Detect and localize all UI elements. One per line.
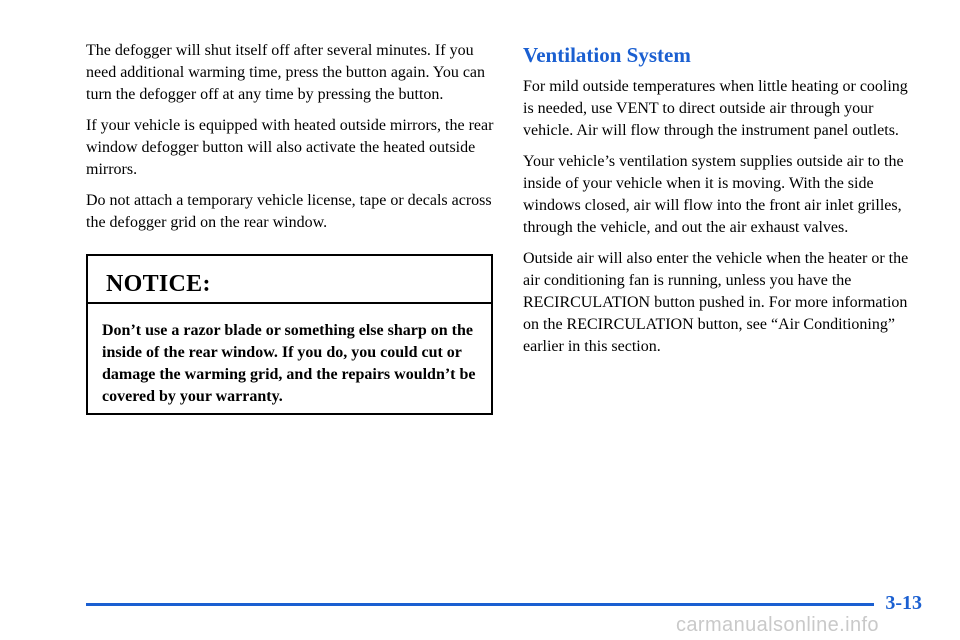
notice-box (86, 254, 493, 415)
watermark: carmanualsonline.info (676, 614, 879, 636)
section-heading: Ventilation System (523, 43, 691, 67)
notice-body: Don’t use a razor blade or something else sharp on the inside of the rear window. If you do, you could cut or damage the warming grid, and the repairs wouldn’t be covered by your warranty. (102, 322, 476, 405)
notice-title: NOTICE: (88, 256, 491, 304)
paragraph-vent-usage: For mild outside temperatures when little heating or cooling is needed, use VENT to direct outside air through your vehicle. Air will flow through the instrument panel outlets. (523, 78, 908, 139)
paragraph-recirculation: Outside air will also enter the vehicle when the heater or the air conditioning fan is running, unless you have the RECIRCULATION button pushed in. For more information on the RECIRCULATION button, see “Air Conditioning” earlier in this section. (523, 250, 909, 355)
page-number: 3-13 (885, 592, 922, 614)
left-column (86, 40, 496, 243)
right-column (523, 42, 913, 367)
paragraph-defogger-timer: The defogger will shut itself off after several minutes. If you need additional warming time, press the button again. You can turn the defogger off at any time by pressing the button. (86, 42, 486, 103)
paragraph-heated-mirrors: If your vehicle is equipped with heated outside mirrors, the rear window defogger button will also activate the heated outside mirrors. (86, 117, 494, 178)
paragraph-defogger-grid-warning: Do not attach a temporary vehicle license, tape or decals across the defogger grid on the rear window. (86, 192, 492, 231)
paragraph-ventilation-system: Your vehicle’s ventilation system supplies outside air to the inside of your vehicle when it is moving. With the side windows closed, air will flow into the front air inlet grilles, through the vehicle, and out the air exhaust valves. (523, 153, 904, 236)
footer-rule (86, 603, 874, 606)
